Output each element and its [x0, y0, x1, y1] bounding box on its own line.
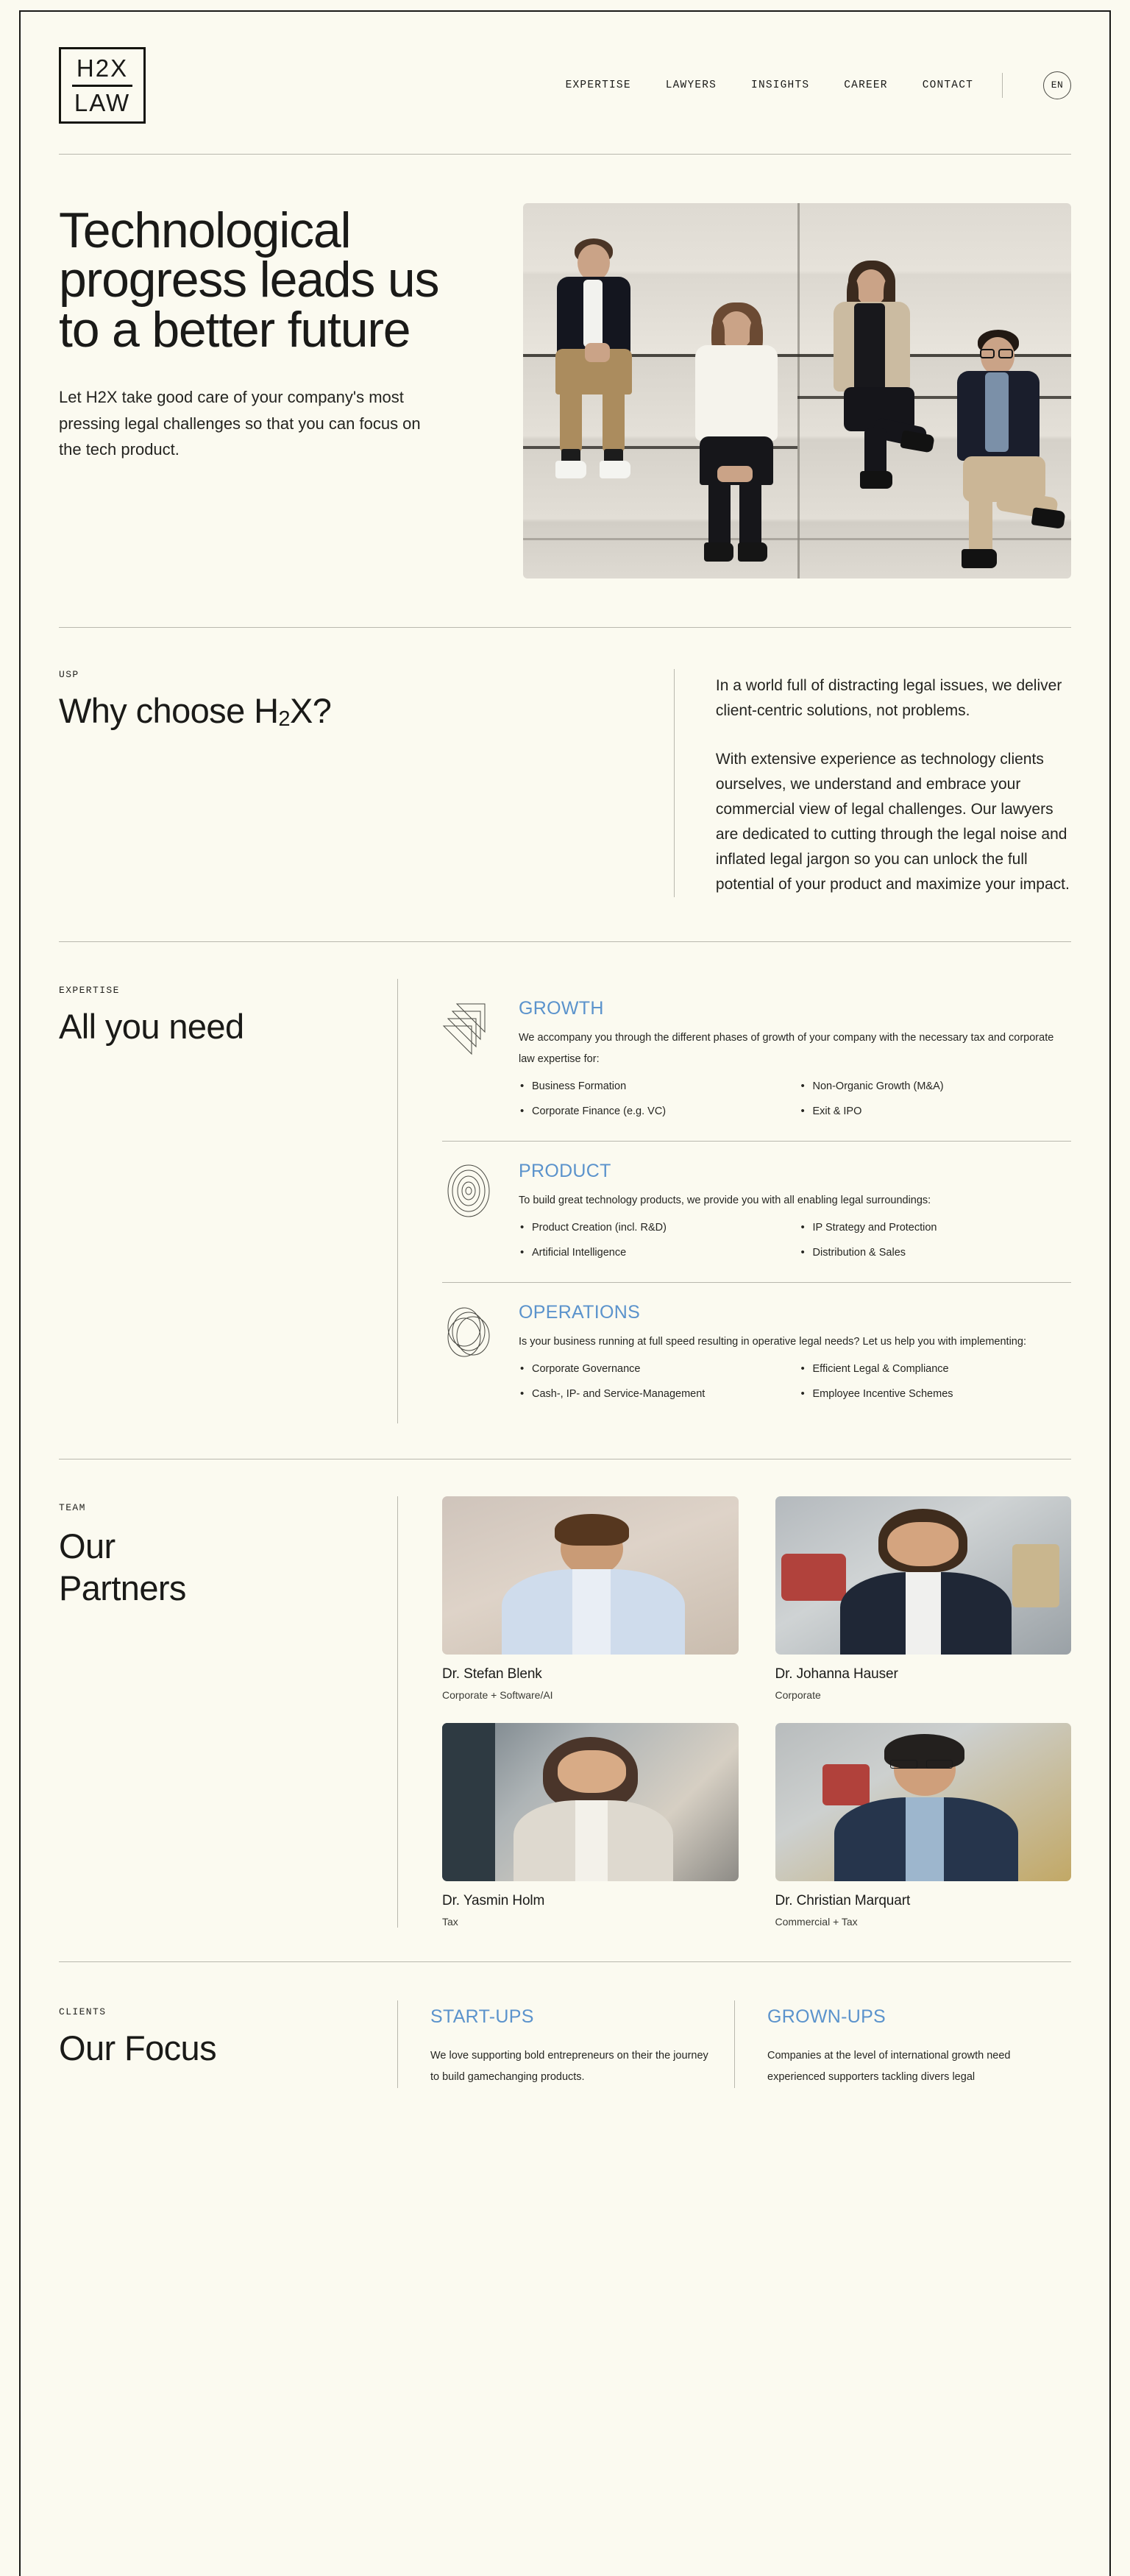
team-member-card[interactable] [442, 1723, 739, 1928]
expertise-item-list [519, 1363, 1071, 1400]
expertise-description: To build great technology products, we provide you with all enabling legal surroundings: [519, 1195, 931, 1207]
hero-section [59, 155, 1071, 628]
expertise-body [519, 998, 1071, 1117]
team-label: TEAM [59, 1502, 86, 1514]
expertise-item: • Cash-, IP- and Service-Management [519, 1388, 791, 1400]
usp-title-prefix: Why choose H [59, 691, 279, 730]
avatar [442, 1496, 739, 1655]
usp-heading-column [59, 669, 674, 897]
expertise-category: OPERATIONS [519, 1302, 641, 1323]
expertise-body [519, 1161, 1071, 1259]
expertise-description: We accompany you through the different phases of growth of your company with the necessary tax and corporate law expertise for: [519, 1032, 1054, 1066]
avatar [775, 1496, 1072, 1655]
hero-image [523, 203, 1071, 578]
expertise-item: • Corporate Finance (e.g. VC) [519, 1105, 791, 1117]
nav-item-expertise[interactable]: EXPERTISE [565, 79, 631, 91]
clients-title: Our Focus [59, 2028, 216, 2068]
expertise-item: • Distribution & Sales [800, 1247, 1072, 1259]
member-role: Commercial + Tax [775, 1916, 858, 1928]
team-title-line1: Our [59, 1526, 116, 1566]
expertise-category: PRODUCT [519, 1161, 611, 1182]
team-member-card[interactable] [442, 1496, 739, 1701]
expertise-item: • Product Creation (incl. R&D) [519, 1222, 791, 1234]
avatar [775, 1723, 1072, 1881]
language-switcher[interactable]: EN [1043, 71, 1071, 99]
hero-title: Technological progress leads us to a better future [59, 202, 439, 358]
team-heading-column [59, 1496, 397, 1928]
nav-item-insights[interactable]: INSIGHTS [751, 79, 810, 91]
usp-title-suffix: X? [290, 691, 332, 730]
clients-label: CLIENTS [59, 2006, 107, 2018]
concentric-rings-icon [442, 1161, 500, 1259]
clients-text: Companies at the level of international growth need experienced supporters tackling divers legal [767, 2050, 1011, 2084]
team-title-line2: Partners [59, 1568, 186, 1608]
expertise-item: • Business Formation [519, 1080, 791, 1092]
expertise-item: • Corporate Governance [519, 1363, 791, 1375]
logo-text-top: H2X [76, 54, 129, 82]
member-name: Dr. Johanna Hauser [775, 1666, 898, 1682]
member-name: Dr. Stefan Blenk [442, 1666, 542, 1682]
clients-heading-column [59, 2000, 397, 2088]
clients-category: GROWN-UPS [767, 2006, 886, 2028]
usp-section [59, 628, 1071, 942]
expertise-block-operations [442, 1282, 1071, 1423]
member-role: Corporate + Software/AI [442, 1689, 553, 1702]
member-name: Dr. Christian Marquart [775, 1893, 911, 1909]
usp-title-sub: 2 [278, 707, 291, 731]
expertise-block-growth [442, 979, 1071, 1141]
team-section [59, 1459, 1071, 1962]
expertise-blocks [397, 979, 1071, 1423]
usp-title [59, 692, 674, 731]
expertise-title: All you need [59, 1007, 244, 1047]
expertise-item-list [519, 1222, 1071, 1259]
expertise-description: Is your business running at full speed resulting in operative legal needs? Let us help you with implementing: [519, 1336, 1026, 1348]
member-role: Tax [442, 1916, 458, 1928]
nav-item-career[interactable]: CAREER [844, 79, 888, 91]
logo-text-bottom: LAW [74, 88, 131, 116]
member-role: Corporate [775, 1689, 821, 1702]
logo[interactable] [59, 47, 146, 124]
clients-text: We love supporting bold entrepreneurs on their the journey to build gamechanging products. [430, 2050, 708, 2084]
expertise-section [59, 942, 1071, 1459]
avatar [442, 1723, 739, 1881]
hero-text-column [59, 200, 489, 578]
expertise-label: EXPERTISE [59, 985, 120, 997]
nav-item-contact[interactable]: CONTACT [922, 79, 973, 91]
expertise-item: • Employee Incentive Schemes [800, 1388, 1072, 1400]
member-name: Dr. Yasmin Holm [442, 1893, 545, 1909]
main-navigation [566, 71, 1071, 99]
team-member-card[interactable] [775, 1723, 1072, 1928]
team-member-card[interactable] [775, 1496, 1072, 1701]
expertise-heading-column [59, 979, 397, 1423]
clients-section [59, 1962, 1071, 2088]
expertise-item: • Exit & IPO [800, 1105, 1072, 1117]
usp-paragraph: With extensive experience as technology clients ourselves, we understand and embrace your commercial view of legal challenges. Our lawyers are dedicated to cutting through the legal noise and inflated legal jargon so you can unlock the full potential of your product and maximize your impact. [715, 751, 1070, 894]
clients-column-startups [397, 2000, 734, 2088]
expertise-item: • IP Strategy and Protection [800, 1222, 1072, 1234]
expertise-item: • Non-Organic Growth (M&A) [800, 1080, 1072, 1092]
nav-divider [1002, 73, 1003, 98]
overlapping-circles-icon [442, 1302, 500, 1400]
layered-triangles-icon [442, 998, 500, 1117]
usp-label: USP [59, 669, 79, 680]
clients-column-grownups [734, 2000, 1071, 2088]
team-grid [397, 1496, 1071, 1928]
hero-subtitle: Let H2X take good care of your company's most pressing legal challenges so that you can focus on the tech product. [59, 387, 421, 459]
page-root [19, 10, 1111, 2576]
nav-item-lawyers[interactable]: LAWYERS [665, 79, 717, 91]
clients-category: START-UPS [430, 2006, 534, 2028]
expertise-item: • Efficient Legal & Compliance [800, 1363, 1072, 1375]
expertise-block-product [442, 1141, 1071, 1282]
usp-text-column [674, 669, 1071, 897]
expertise-body [519, 1302, 1071, 1400]
expertise-item-list [519, 1080, 1071, 1117]
expertise-category: GROWTH [519, 998, 604, 1019]
usp-paragraph: In a world full of distracting legal issues, we deliver client-centric solutions, not problems. [715, 677, 1062, 720]
site-header [59, 12, 1071, 155]
expertise-item: • Artificial Intelligence [519, 1247, 791, 1259]
logo-divider [72, 85, 132, 87]
